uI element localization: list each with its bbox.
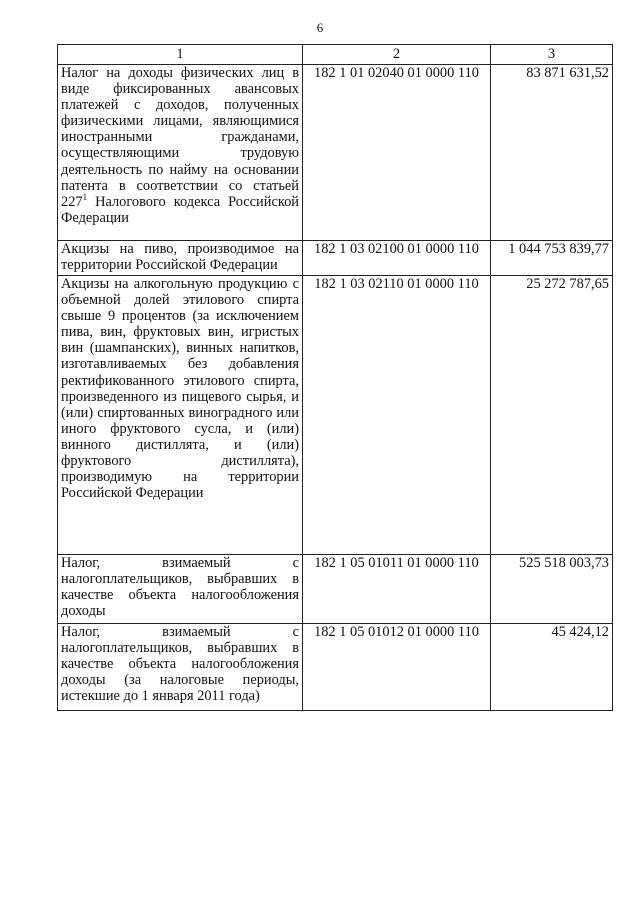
row-name-cell: Акцизы на пиво, производимое на территории Российской Федерации bbox=[58, 241, 303, 276]
revenue-table bbox=[57, 44, 613, 711]
row-name-cell bbox=[58, 65, 303, 241]
amount-cell: 83 871 631,52 bbox=[491, 65, 613, 241]
row-name-cell: Налог, взимаемый с налогоплательщиков, выбравших в качестве объекта налогообложения доходы bbox=[58, 555, 303, 624]
table-row bbox=[58, 555, 613, 624]
row-name-text: Налог на доходы физических лиц в виде фиксированных авансовых платежей с доходов, полученных физическими лицами, являющимися иностранными гражданами, осуществляющими трудовую деятельность по найму на основании патента в соответствии со статьей 227 bbox=[61, 65, 299, 210]
column-header-1: 1 bbox=[58, 45, 303, 65]
article-superscript: 1 bbox=[82, 191, 88, 202]
amount-cell: 525 518 003,73 bbox=[491, 555, 613, 624]
budget-code-cell: 182 1 03 02110 01 0000 110 bbox=[303, 276, 491, 555]
amount-cell: 1 044 753 839,77 bbox=[491, 241, 613, 276]
table-row bbox=[58, 241, 613, 276]
column-header-2: 2 bbox=[303, 45, 491, 65]
budget-code-cell: 182 1 05 01011 01 0000 110 bbox=[303, 555, 491, 624]
table-row bbox=[58, 276, 613, 555]
row-name-text-tail: Налогового кодекса Российской Федерации bbox=[61, 193, 299, 226]
table-row bbox=[58, 65, 613, 241]
amount-cell: 25 272 787,65 bbox=[491, 276, 613, 555]
amount-cell: 45 424,12 bbox=[491, 624, 613, 711]
budget-code-cell: 182 1 05 01012 01 0000 110 bbox=[303, 624, 491, 711]
column-header-3: 3 bbox=[491, 45, 613, 65]
budget-code-cell: 182 1 03 02100 01 0000 110 bbox=[303, 241, 491, 276]
row-name-cell: Акцизы на алкогольную продукцию с объемной долей этилового спирта свыше 9 процентов (за исключением пива, вин, фруктовых вин, игристых вин (шампанских), винных напитков, изготавливаемых без добавления ректификованного этилового спирта, произведенного из пищевого сырья, и (или) спиртованных виноградного или иного фруктового сусла, и (или) винного дистиллята, и (или) фруктового дистиллята), производимую на территории Российской Федерации bbox=[58, 276, 303, 555]
table-header-row bbox=[58, 45, 613, 65]
budget-code-cell: 182 1 01 02040 01 0000 110 bbox=[303, 65, 491, 241]
page-number: 6 bbox=[316, 20, 324, 35]
row-name-cell: Налог, взимаемый с налогоплательщиков, выбравших в качестве объекта налогообложения доходы (за налоговые периоды, истекшие до 1 января 2011 года) bbox=[58, 624, 303, 711]
table-row bbox=[58, 624, 613, 711]
